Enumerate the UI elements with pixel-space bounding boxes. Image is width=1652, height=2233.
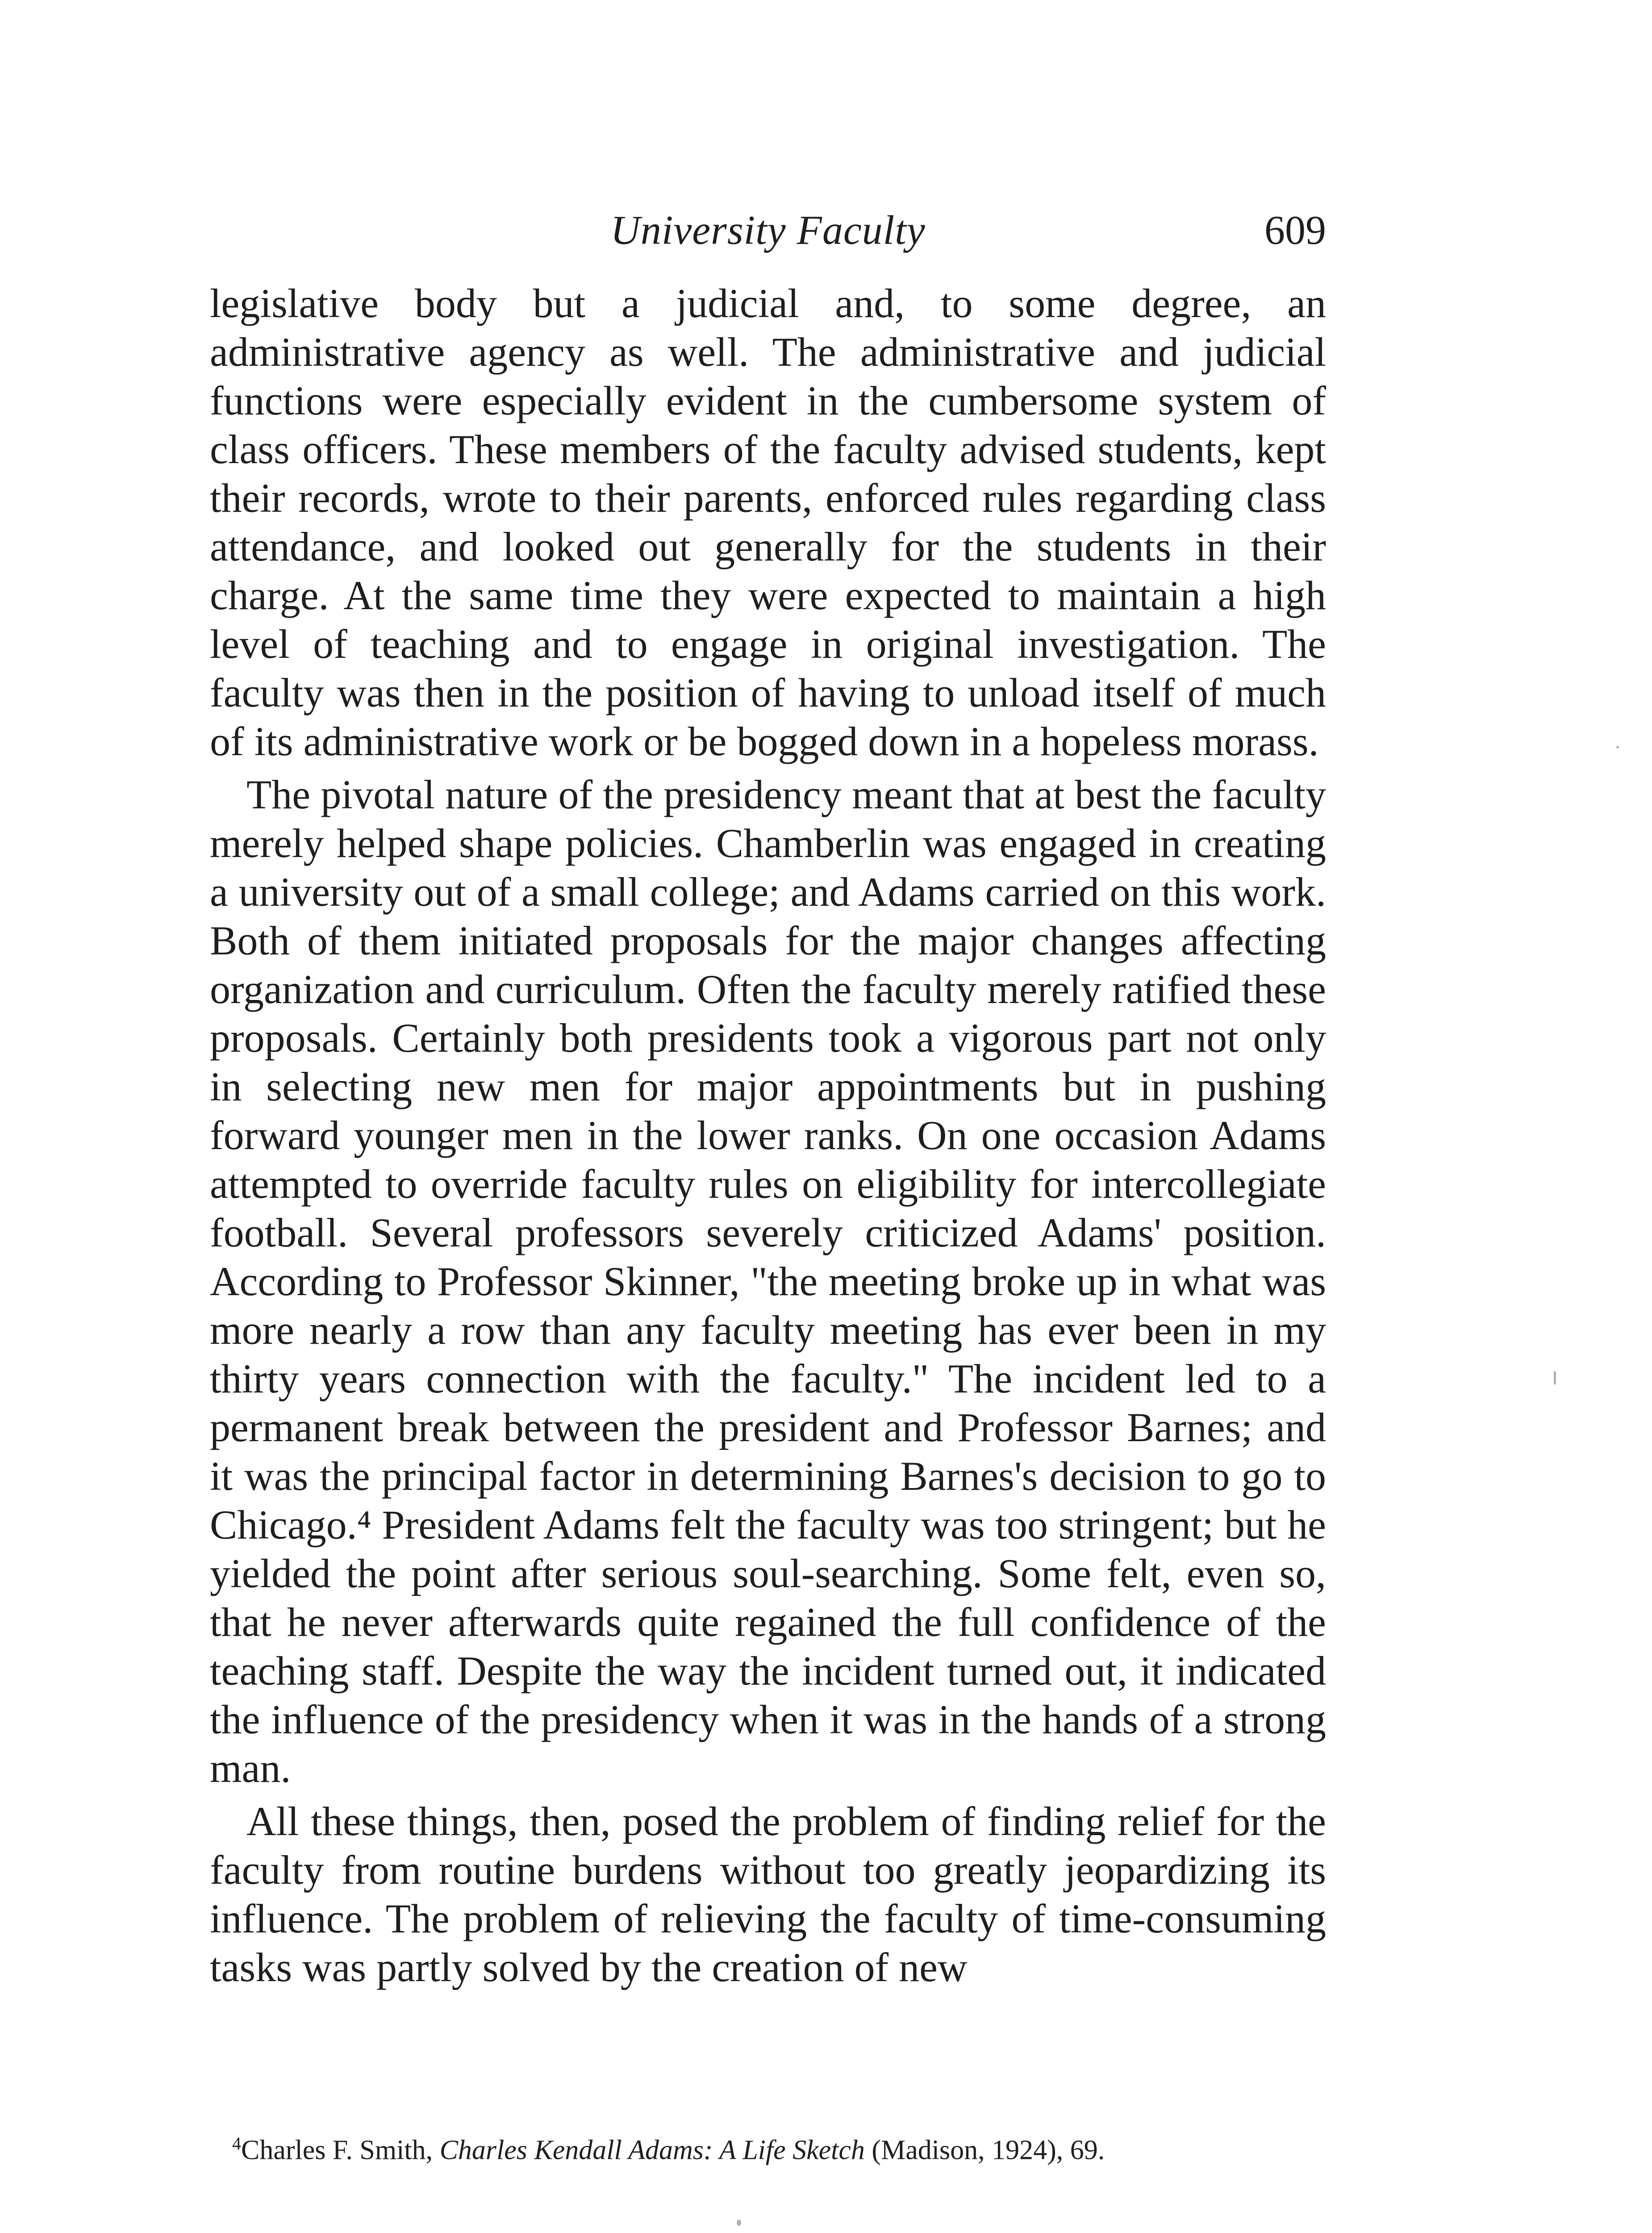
footnote-author: Charles F. Smith, xyxy=(241,2135,440,2166)
footnote xyxy=(210,2124,1326,2170)
paragraph-1: legislative body but a judicial and, to some degree, an administrative agency as well. The administrative and judicial functions were especially evident in the cumbersome system of class officers. These members of the faculty advised students, kept their records, wrote to their parents, enforced rules regarding class attendance, and looked out generally for the students in their charge. At the same time they were expected to maintain a high level of teaching and to engage in original investigation. The faculty was then in the position of having to unload itself of much of its administrative work or be bogged down in a hopeless morass. xyxy=(210,280,1326,764)
specks xyxy=(1616,746,1619,749)
footnote-title: Charles Kendall Adams: A Life Sketch xyxy=(439,2135,865,2166)
footnote-publication: (Madison, 1924), 69. xyxy=(864,2135,1105,2166)
body-text xyxy=(210,279,1326,1992)
paragraph-2: The pivotal nature of the presidency meant that at best the faculty merely helped shape policies. Chamberlin was engaged in creating a university out of a small college; and Adams carried on this work. Both of them initiated proposals for the major changes affecting organization and curriculum. Often the faculty merely ratified these proposals. Certainly both presidents took a vigorous part not only in selecting new men for major appointments but in pushing forward younger men in the lower ranks. On one occasion Adams attempted to override faculty rules on eligibility for intercollegiate football. Several professors severely criticized Adams' position. According to Professor Skinner, "the meeting broke up in what was more nearly a row than any faculty meeting has ever been in my thirty years connection with the faculty." The incident led to a permanent break between the president and Professor Barnes; and it was the principal factor in determining Barnes's decision to go to Chicago.⁴ President Adams felt the faculty was too stringent; but he yielded the point after serious soul-searching. Some felt, even so, that he never afterwards quite regained the full confidence of the teaching staff. Despite the way the incident turned out, it indicated the influence of the presidency when it was in the hands of a strong man. xyxy=(210,772,1326,1791)
running-title: University Faculty xyxy=(610,207,926,253)
specks xyxy=(737,2220,741,2226)
running-head xyxy=(210,203,1326,257)
specks xyxy=(1554,1371,1556,1384)
footnote-marker: 4 xyxy=(232,2133,241,2154)
paragraph-3: All these things, then, posed the problem of finding relief for the faculty from routine burdens without too greatly jeopardizing its influence. The problem of relieving the faculty of time-consuming tasks was partly solved by the creation of new xyxy=(210,1798,1326,1990)
page-number: 609 xyxy=(1264,207,1326,253)
